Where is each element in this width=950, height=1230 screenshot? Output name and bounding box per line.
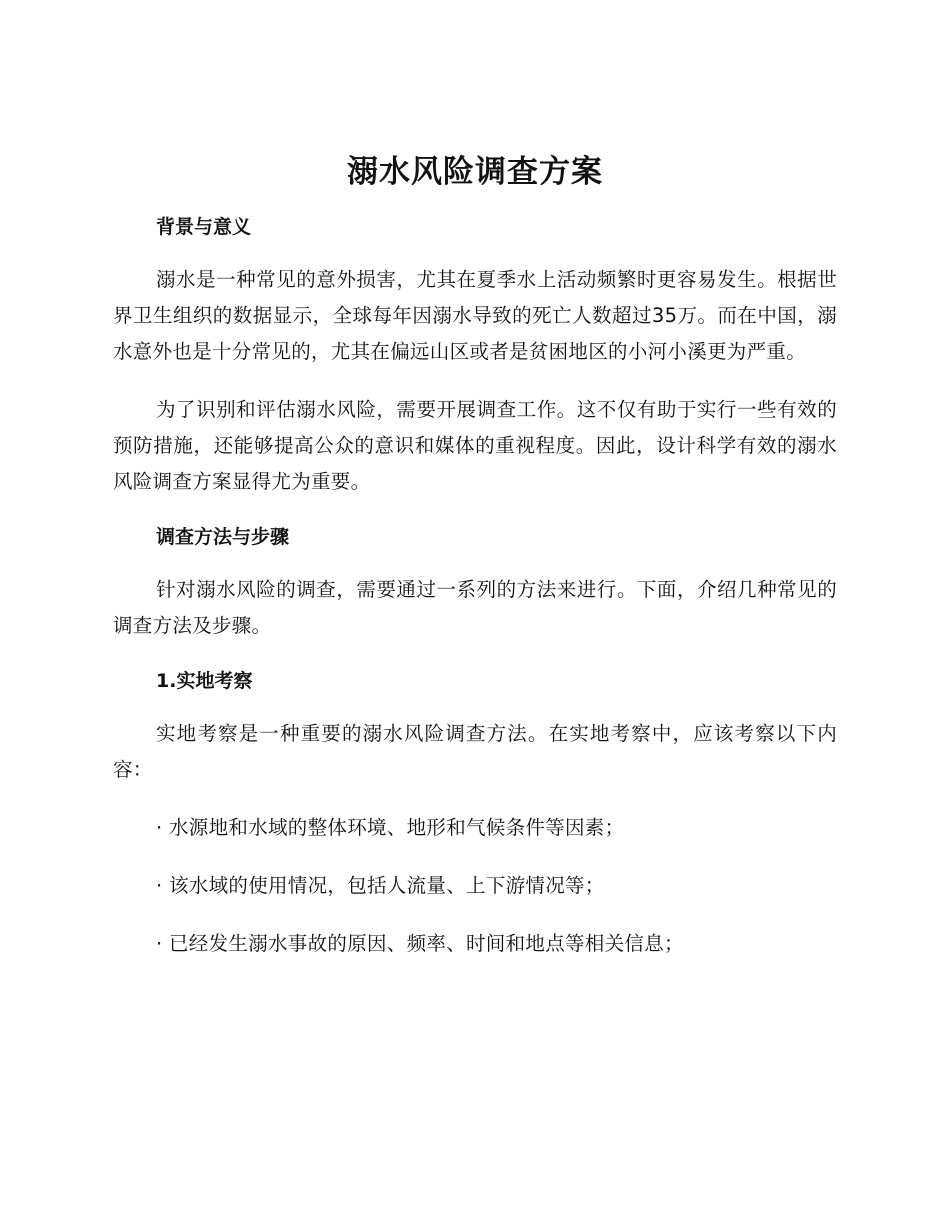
section-heading-background: 背景与意义 [156, 216, 252, 238]
bullet-item: · 该水域的使用情况，包括人流量、上下游情况等； [156, 874, 605, 897]
bullet-item: · 水源地和水域的整体环境、地形和气候条件等因素； [156, 816, 625, 839]
bullet-item: · 已经发生溺水事故的原因、频率、时间和地点等相关信息； [156, 932, 684, 955]
paragraph-methods-1: 针对溺水风险的调查，需要通过一系列的方法来进行。下面，介绍几种常见的调查方法及步骤。 [113, 578, 837, 637]
paragraph-background-2: 为了识别和评估溺水风险，需要开展调查工作。这不仅有助于实行一些有效的预防措施，还能够提高公众的意识和媒体的重视程度。因此，设计科学有效的溺水风险调查方案显得尤为重要。 [113, 398, 837, 493]
section-heading-methods: 调查方法与步骤 [156, 526, 290, 548]
paragraph-field-survey-1: 实地考察是一种重要的溺水风险调查方法。在实地考察中，应该考察以下内容： [113, 722, 837, 781]
paragraph-background-1: 溺水是一种常见的意外损害，尤其在夏季水上活动频繁时更容易发生。根据世界卫生组织的数据显示，全球每年因溺水导致的死亡人数超过35万。而在中国，溺水意外也是十分常见的，尤其在偏远山区或者是贫困地区的小河小溪更为严重。 [113, 268, 837, 363]
section-heading-field-survey: 1.实地考察 [156, 670, 253, 692]
document-title: 溺水风险调查方案 [347, 154, 603, 190]
